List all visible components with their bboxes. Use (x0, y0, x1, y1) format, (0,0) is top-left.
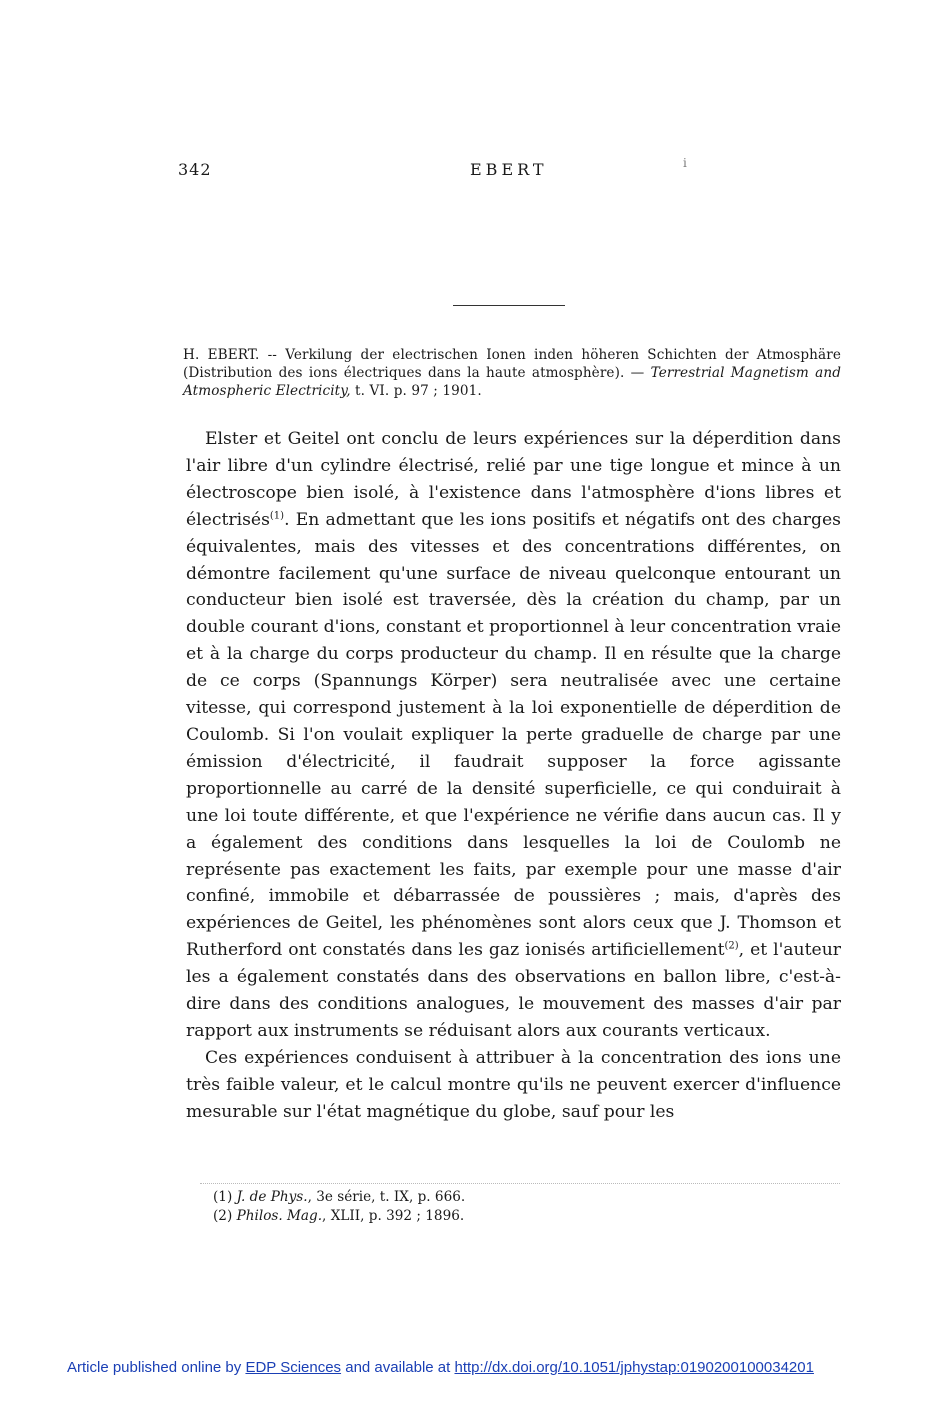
footnote-source: J. de Phys. (236, 1189, 308, 1205)
paragraph-2: Ces expériences conduisent à attribuer à la concentration des ions une très faible valeur, et le calcul montre qu'ils ne peuvent exercer d'influence mesurable sur l'état magnétique du globe, sauf pour les (186, 1047, 841, 1122)
abstract-heading (183, 346, 841, 400)
footnotes (213, 1188, 465, 1226)
footnote-text: , XLII, p. 392 ; 1896. (322, 1208, 465, 1224)
paragraph-1 (186, 426, 841, 1045)
paragraph-text: . En admettant que les ions positifs et négatifs ont des charges équivalentes, mais des vitesses et des concentrations différentes, on démontre facilement qu'une surface de niveau quelconque entourant un conducteur bien isolé est traversée, dès la création du champ, par un double courant d'ions, constant et proportionnel à leur concentration vraie et à la charge du corps producteur du champ. Il en résulte que la charge de ce corps (Spannungs Körper) sera neutralisée avec une certaine vitesse, qui correspond justement à la loi exponentielle de déperdition de Coulomb. Si l'on voulait expliquer la perte graduelle de charge par une émission d'électricité, il faudrait supposer la force agissante proportionnelle au carré de la densité superficielle, ce qui conduirait à une loi toute différente, et que l'expérience ne vérifie dans aucun cas. Il y a également des conditions dans lesquelles la loi de Coulomb ne représente pas exactement les faits, par exemple pour une masse d'air confiné, immobile et débarrassée de poussières ; mais, d'après des expériences de Geitel, les phénomènes sont alors ceux que J. Thomson et Rutherford ont constatés dans les gaz ionisés artificiellement (186, 509, 841, 961)
notice-text: and available at (341, 1359, 455, 1376)
paragraph-text: Elster et Geitel ont conclu de leurs expériences sur la déperdition dans l'air libre d'un cylindre électrisé, relié par une tige longue et mince à un électroscope bien isolé, à l'existence dans l'atmosphère d'ions libres et électrisés (186, 429, 841, 530)
footnote-text: , 3e série, t. IX, p. 666. (307, 1189, 466, 1205)
footnote-2 (213, 1207, 465, 1226)
publication-notice (67, 1359, 814, 1376)
running-head (0, 156, 930, 180)
footnote-1 (213, 1188, 465, 1207)
running-title: EBERT (470, 160, 548, 179)
publisher-link[interactable]: EDP Sciences (245, 1359, 342, 1376)
dash: — (624, 365, 651, 381)
journal-title: Terrestrial Magnetism and Atmospheric Electricity, (183, 365, 842, 399)
tick-mark: i (683, 156, 687, 170)
footnote-mark: (2) (213, 1208, 233, 1224)
citation: t. VI. p. 97 ; 1901. (350, 383, 482, 399)
french-title: (Distribution des ions électriques dans la haute atmosphère). (183, 365, 625, 381)
paragraph-text: , et l'auteur les a également constatés dans des observations en ballon libre, c'est-à-dire dans des conditions analogues, le mouvement des masses d'air par rapport aux instruments se réduisant alors aux courants verticaux. (186, 940, 841, 1041)
notice-text: Article published online by (67, 1359, 246, 1376)
page-number: 342 (178, 160, 212, 179)
german-title: Verkilung der electrischen Ionen inden höheren Schichten der Atmosphäre (285, 347, 841, 363)
section-rule (453, 305, 565, 306)
footnote-source: Philos. Mag. (236, 1208, 323, 1224)
dash: -- (259, 347, 286, 363)
footnote-mark: (1) (213, 1189, 233, 1205)
body-text (186, 426, 841, 1126)
footnote-ref-1: (1) (269, 509, 285, 521)
footnote-rule (200, 1183, 840, 1184)
doi-link[interactable]: http://dx.doi.org/10.1051/jphystap:0190200100034201 (454, 1359, 814, 1376)
author-name: H. EBERT. (183, 347, 260, 363)
footnote-ref-2: (2) (724, 940, 739, 952)
